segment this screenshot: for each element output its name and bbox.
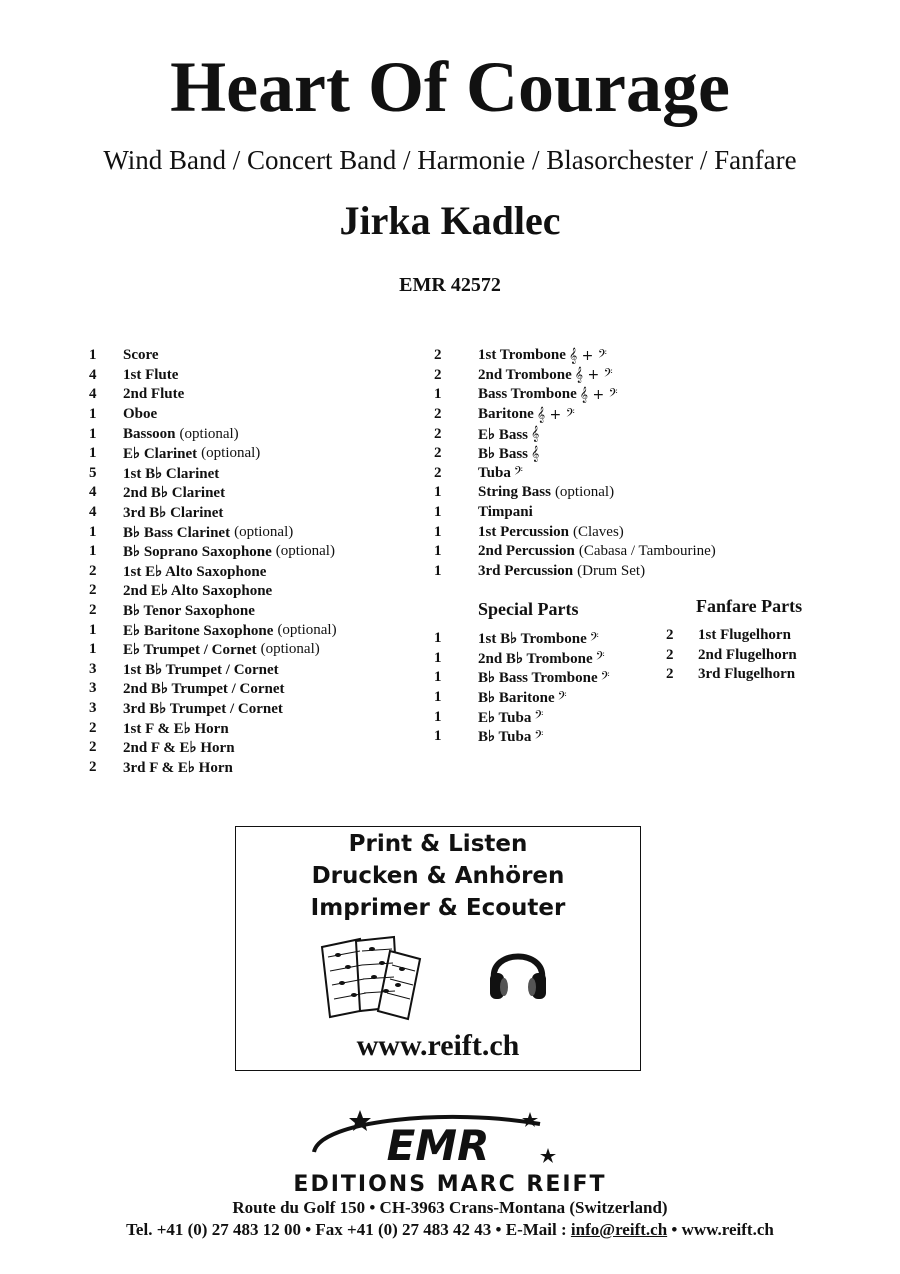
part-quantity: 2 [89, 602, 97, 619]
part-quantity: 2 [89, 758, 97, 775]
part-quantity: 1 [89, 543, 97, 560]
special-part-row [434, 629, 654, 649]
email-link[interactable]: info@reift.ch [570, 1220, 668, 1239]
clef-icon: 𝄢 [557, 689, 567, 706]
part-quantity: 1 [434, 630, 442, 647]
part-quantity: 1 [434, 708, 442, 725]
part-row [89, 522, 419, 542]
clef-icon: 𝄢 [600, 669, 610, 686]
special-parts-heading: Special Parts [478, 599, 579, 619]
clef-icon: 𝄢 [589, 630, 599, 647]
parts-list-right [434, 346, 764, 581]
part-quantity: 1 [89, 406, 97, 423]
part-name: 1st F & E♭ Horn [123, 720, 229, 737]
promo-line-1: Print & Listen [348, 831, 528, 857]
part-row [89, 699, 419, 719]
part-row [89, 503, 419, 523]
part-name: Bassoon [123, 425, 176, 442]
part-quantity: 2 [434, 347, 442, 364]
part-quantity: 3 [89, 699, 97, 716]
part-quantity: 1 [434, 669, 442, 686]
clef-icon: 𝄞 + 𝄢 [536, 406, 575, 423]
part-name: 3rd B♭ Clarinet [123, 505, 224, 522]
part-quantity: 1 [434, 728, 442, 745]
part-name: 1st B♭ Trumpet / Cornet [123, 661, 279, 678]
part-name: B♭ Bass Clarinet [123, 524, 231, 541]
part-row [434, 464, 764, 484]
clef-icon: 𝄞 + 𝄢 [574, 367, 613, 384]
part-row [89, 601, 419, 621]
emr-logo-text: EMR [386, 1121, 490, 1168]
part-name: 3rd Percussion [478, 562, 574, 579]
part-name: 2nd F & E♭ Horn [123, 740, 235, 757]
part-note: (Cabasa / Tambourine) [578, 543, 716, 560]
clef-icon: 𝄞 [531, 426, 540, 443]
special-part-row [434, 688, 654, 708]
fanfare-part-row [666, 626, 866, 646]
part-note: (optional) [234, 523, 294, 540]
part-quantity: 1 [89, 523, 97, 540]
part-quantity: 2 [89, 562, 97, 579]
part-name: 2nd B♭ Trumpet / Cornet [123, 681, 285, 698]
part-name: E♭ Baritone Saxophone [123, 622, 274, 639]
clef-icon: 𝄞 [531, 445, 540, 462]
part-name: B♭ Bass Trombone [478, 670, 598, 687]
clef-icon: 𝄢 [534, 709, 544, 726]
part-name: 2nd Percussion [478, 543, 575, 560]
part-quantity: 2 [434, 366, 442, 383]
fanfare-part-row [666, 665, 866, 685]
part-quantity: 3 [89, 680, 97, 697]
special-part-row [434, 649, 654, 669]
part-row [89, 679, 419, 699]
part-quantity: 4 [89, 366, 97, 383]
special-part-row [434, 707, 654, 727]
part-quantity: 2 [434, 464, 442, 481]
clef-icon: 𝄞 + 𝄢 [568, 347, 607, 364]
part-row [89, 620, 419, 640]
fanfare-parts-heading: Fanfare Parts [696, 596, 803, 616]
special-parts-list [434, 629, 654, 747]
part-name: 1st Flugelhorn [698, 627, 791, 644]
part-name: B♭ Soprano Saxophone [123, 544, 272, 561]
clef-icon: 𝄢 [595, 650, 605, 667]
part-name: E♭ Bass [478, 426, 529, 443]
part-row [89, 405, 419, 425]
part-name: B♭ Tenor Saxophone [123, 603, 255, 620]
publisher-address: Route du Golf 150 • CH-3963 Crans-Montana (Switzerland) [232, 1198, 668, 1217]
part-name: 2nd E♭ Alto Saxophone [123, 583, 273, 600]
special-part-row [434, 727, 654, 747]
part-note: (optional) [179, 425, 239, 442]
publisher-contact [0, 1220, 900, 1240]
fanfare-parts-list [666, 626, 866, 685]
part-name: 1st Flute [123, 366, 179, 383]
part-name: 1st E♭ Alto Saxophone [123, 563, 267, 580]
part-quantity: 2 [434, 425, 442, 442]
part-name: 2nd Flugelhorn [698, 646, 797, 663]
part-note: (Drum Set) [577, 562, 646, 579]
part-row [89, 581, 419, 601]
sheet-music-icon [316, 933, 431, 1021]
catalog-code: EMR 42572 [399, 274, 501, 296]
part-quantity: 2 [666, 627, 674, 644]
part-row [89, 424, 419, 444]
part-quantity: 2 [434, 445, 442, 462]
part-note: (optional) [201, 445, 261, 462]
part-name: Oboe [123, 406, 158, 423]
clef-icon: 𝄢 [513, 465, 523, 482]
headphones-icon [486, 935, 550, 1005]
part-row [434, 366, 764, 386]
part-name: B♭ Baritone [478, 690, 555, 707]
part-quantity: 1 [89, 641, 97, 658]
part-name: 1st Percussion [478, 523, 569, 540]
contact-phone-fax: Tel. +41 (0) 27 483 12 00 • Fax +41 (0) 27 483 42 43 • E-Mail : [126, 1220, 571, 1239]
part-row [89, 718, 419, 738]
part-note: (optional) [275, 543, 335, 560]
part-quantity: 1 [434, 543, 442, 560]
part-row [89, 444, 419, 464]
part-row [89, 738, 419, 758]
part-row [434, 385, 764, 405]
part-row [434, 483, 764, 503]
part-quantity: 1 [434, 386, 442, 403]
parts-list-left [89, 346, 419, 777]
part-name: 1st B♭ Clarinet [123, 465, 220, 482]
part-quantity: 2 [666, 666, 674, 683]
part-row [89, 542, 419, 562]
part-name: 3rd Flugelhorn [698, 666, 796, 683]
part-row [89, 640, 419, 660]
part-name: 2nd B♭ Trombone [478, 650, 593, 667]
part-name: String Bass [478, 484, 551, 501]
part-quantity: 1 [434, 504, 442, 521]
part-note: (Claves) [572, 523, 624, 540]
part-quantity: 2 [666, 646, 674, 663]
part-name: 3rd B♭ Trumpet / Cornet [123, 700, 283, 717]
part-row [89, 346, 419, 366]
publisher-name: EDITIONS MARC REIFT [293, 1172, 607, 1197]
clef-icon: 𝄢 [534, 728, 544, 745]
part-note: (optional) [260, 641, 320, 658]
part-quantity: 1 [89, 347, 97, 364]
part-name: Timpani [478, 504, 533, 521]
part-name: B♭ Bass [478, 446, 529, 463]
promo-url: www.reift.ch [356, 1029, 520, 1062]
part-row [89, 757, 419, 777]
part-name: 1st Trombone [478, 347, 566, 364]
part-quantity: 1 [434, 562, 442, 579]
part-quantity: 2 [89, 719, 97, 736]
part-name: Score [123, 347, 159, 364]
emr-logo-icon [300, 1106, 570, 1168]
part-quantity: 1 [89, 425, 97, 442]
part-row [89, 660, 419, 680]
part-note: (optional) [277, 621, 337, 638]
part-quantity: 4 [89, 484, 97, 501]
part-row [434, 444, 764, 464]
composer-name: Jirka Kadlec [339, 198, 561, 243]
part-row [89, 385, 419, 405]
part-name: 2nd Trombone [478, 366, 572, 383]
part-name: E♭ Tuba [478, 709, 532, 726]
part-quantity: 1 [89, 621, 97, 638]
part-row [89, 562, 419, 582]
part-quantity: 1 [434, 484, 442, 501]
part-name: Tuba [478, 464, 511, 481]
part-row [89, 366, 419, 386]
page-title: Heart Of Courage [170, 47, 730, 127]
print-listen-box [235, 826, 641, 1071]
part-name: Baritone [478, 406, 534, 423]
promo-line-3: Imprimer & Ecouter [310, 895, 566, 921]
part-name: 3rd F & E♭ Horn [123, 759, 233, 776]
special-part-row [434, 668, 654, 688]
part-name: E♭ Clarinet [123, 446, 198, 463]
part-quantity: 1 [434, 523, 442, 540]
part-name: E♭ Trumpet / Cornet [123, 642, 257, 659]
part-quantity: 2 [89, 582, 97, 599]
part-row [434, 562, 764, 582]
clef-icon: 𝄞 + 𝄢 [579, 386, 618, 403]
part-row [434, 542, 764, 562]
part-quantity: 1 [434, 689, 442, 706]
part-name: 1st B♭ Trombone [478, 631, 587, 648]
part-row [434, 405, 764, 425]
promo-line-2: Drucken & Anhören [311, 863, 565, 889]
part-row [434, 424, 764, 444]
part-quantity: 1 [89, 445, 97, 462]
part-row [434, 346, 764, 366]
part-quantity: 4 [89, 386, 97, 403]
part-name: Bass Trombone [478, 386, 577, 403]
part-name: 2nd Flute [123, 386, 185, 403]
part-row [434, 522, 764, 542]
part-name: B♭ Tuba [478, 729, 532, 746]
contact-website: • www.reift.ch [667, 1220, 774, 1239]
fanfare-part-row [666, 646, 866, 666]
part-row [89, 464, 419, 484]
part-row [89, 483, 419, 503]
part-quantity: 2 [89, 739, 97, 756]
part-name: 2nd B♭ Clarinet [123, 485, 226, 502]
part-note: (optional) [554, 484, 615, 501]
part-row [434, 503, 764, 523]
part-quantity: 1 [434, 649, 442, 666]
instrumentation-subtitle: Wind Band / Concert Band / Harmonie / Blasorchester / Fanfare [103, 145, 797, 175]
part-quantity: 4 [89, 504, 97, 521]
part-quantity: 5 [89, 464, 97, 481]
part-quantity: 2 [434, 406, 442, 423]
part-quantity: 3 [89, 660, 97, 677]
